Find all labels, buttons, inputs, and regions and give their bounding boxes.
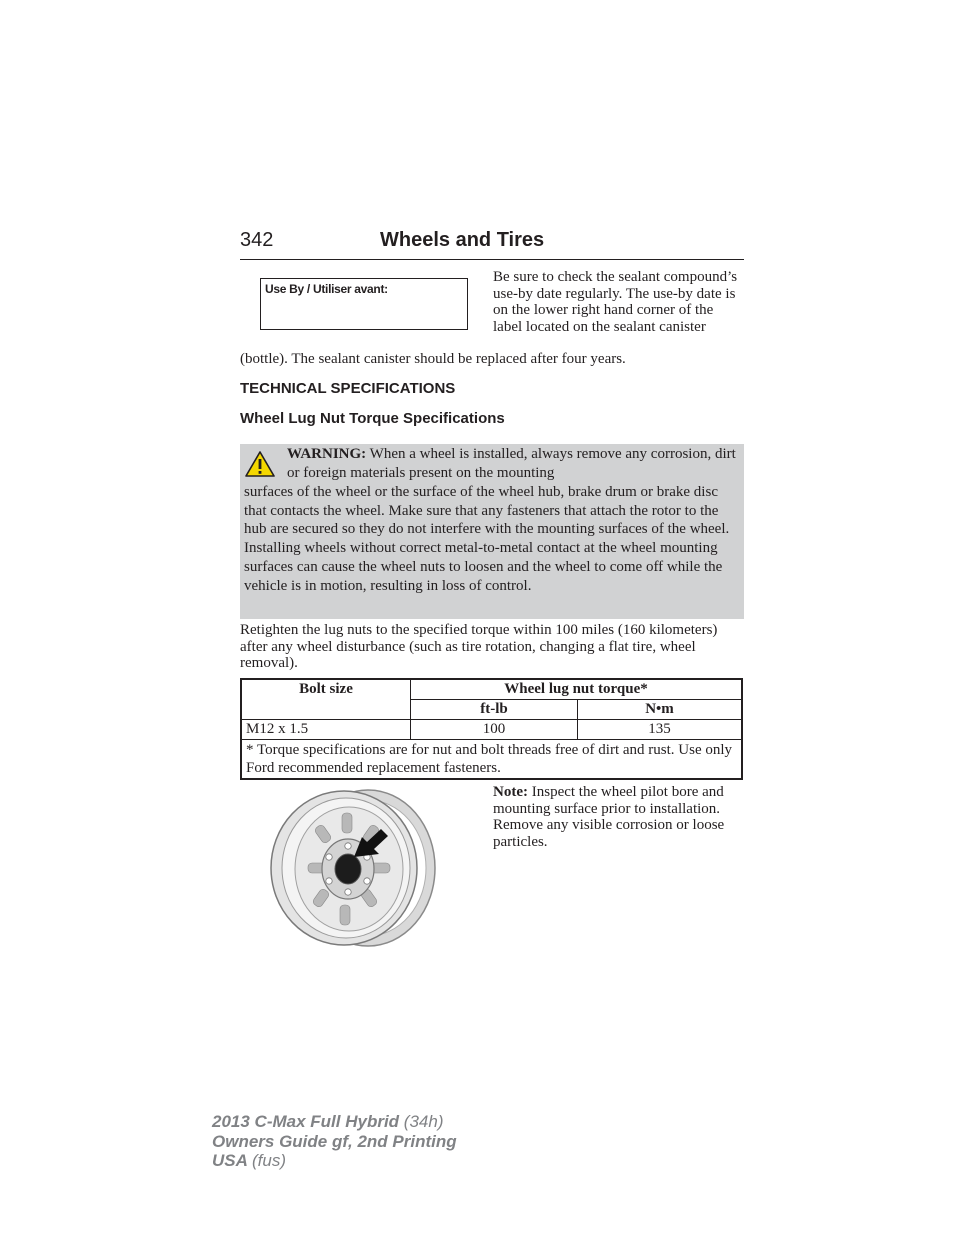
use-by-label-text: Use By / Utiliser avant: <box>265 282 388 296</box>
note-paragraph <box>493 784 745 850</box>
footer-market: USA <box>212 1151 248 1170</box>
wheel-pilot-bore-illustration <box>266 789 438 949</box>
technical-specifications-heading: TECHNICAL SPECIFICATIONS <box>240 380 456 397</box>
lug-nut-torque-heading: Wheel Lug Nut Torque Specifications <box>240 410 505 427</box>
section-title: Wheels and Tires <box>380 229 545 251</box>
warning-body: surfaces of the wheel or the surface of the wheel hub, brake drum or brake disc that contacts the wheel. Make sure that any fasteners that attach the rotor to the hub are secured so they do not interfere with the mounting surfaces of the wheel. Installing wheels without correct metal-to-metal contact at the wheel mounting surfaces can cause the wheel nuts to loosen and the wheel to come off while the vehicle is in motion, resulting in loss of control. <box>244 484 730 594</box>
col-wheel-lug-nut-torque: Wheel lug nut torque* <box>411 679 743 700</box>
footer-market-code: (fus) <box>252 1151 286 1170</box>
table-footnote-row <box>241 740 742 780</box>
col-nm: N•m <box>578 700 743 720</box>
footer-guide: Owners Guide gf, 2nd Printing <box>212 1131 457 1151</box>
col-bolt-size: Bolt size <box>241 679 411 720</box>
footer-line-3 <box>212 1151 457 1171</box>
use-by-label-image <box>260 278 468 330</box>
sealant-paragraph-continued: (bottle). The sealant canister should be replaced after four years. <box>240 351 626 367</box>
torque-spec-table <box>240 678 743 780</box>
warning-triangle-icon <box>244 450 276 478</box>
cell-nm: 135 <box>578 720 743 740</box>
note-text: Inspect the wheel pilot bore and mounting surface prior to installation. Remove any visible corrosion or loose particles. <box>493 784 725 850</box>
col-ft-lb: ft-lb <box>411 700 578 720</box>
table-header-row <box>241 679 742 700</box>
footer-model: 2013 C-Max Full Hybrid <box>212 1112 400 1131</box>
table-row <box>241 720 742 740</box>
warning-intro-text: When a wheel is installed, always remove any corrosion, dirt or foreign materials present on the mounting <box>287 446 736 481</box>
footer-line-1 <box>212 1112 457 1132</box>
note-label: Note: <box>493 784 528 800</box>
footer-line-2 <box>212 1132 457 1152</box>
warning-label: WARNING: <box>287 446 367 462</box>
page-number: 342 <box>240 229 274 251</box>
cell-bolt-size: M12 x 1.5 <box>241 720 411 740</box>
cell-ft-lb: 100 <box>411 720 578 740</box>
warning-intro <box>287 445 739 482</box>
header-rule <box>240 259 744 260</box>
table-footnote: * Torque specifications are for nut and bolt threads free of dirt and rust. Use only Ford recommended replacement fasteners. <box>241 740 742 780</box>
retighten-paragraph: Retighten the lug nuts to the specified torque within 100 miles (160 kilometers) after any wheel disturbance (such as tire rotation, changing a flat tire, wheel removal). <box>240 622 718 671</box>
sealant-paragraph-right: Be sure to check the sealant compound’s use-by date regularly. The use-by date is on the lower right hand corner of the label located on the sealant canister <box>493 269 738 335</box>
footer <box>212 1112 457 1171</box>
footer-model-code: (34h) <box>403 1112 444 1131</box>
